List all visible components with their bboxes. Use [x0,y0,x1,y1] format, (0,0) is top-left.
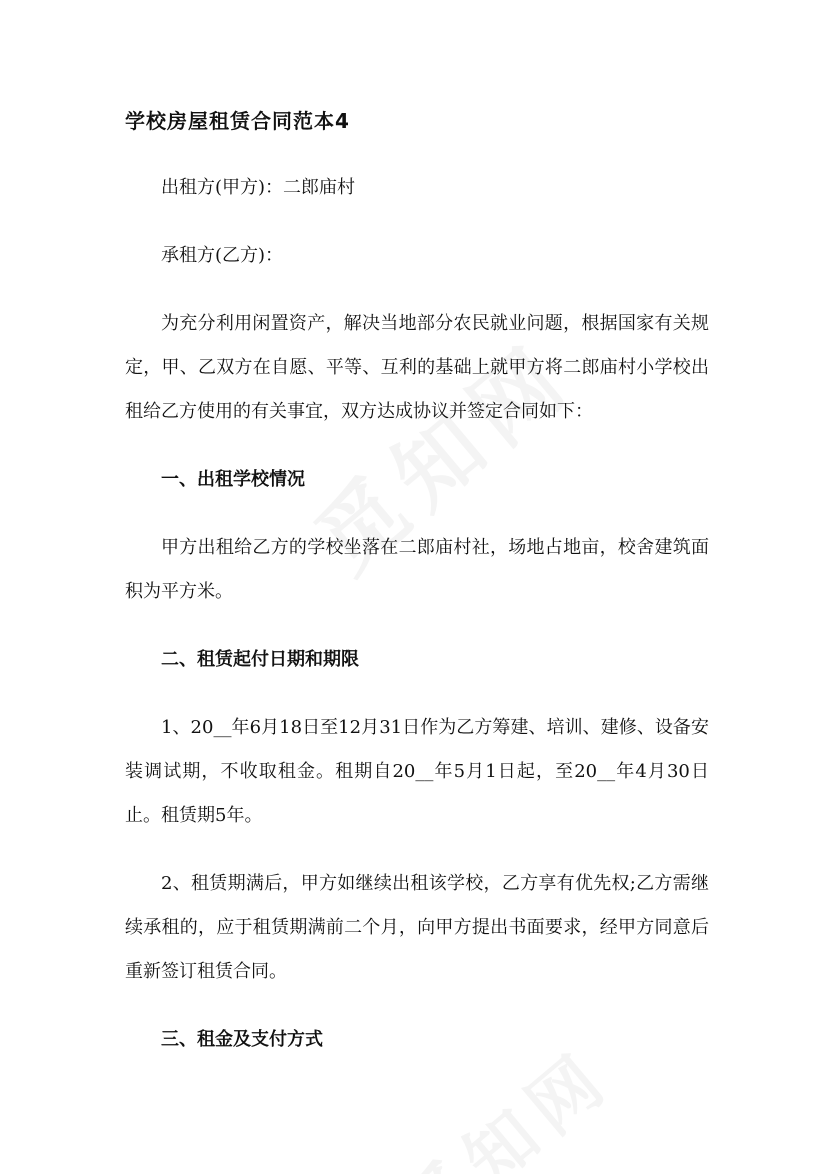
section-1-paragraph: 甲方出租给乙方的学校坐落在二郎庙村社，场地占地亩，校舍建筑面积为平方米。 [125,537,709,602]
section-3-heading: 三、租金及支付方式 [161,1029,323,1050]
lessee-line: 承租方(乙方)： [161,245,284,266]
section-1-heading: 一、出租学校情况 [161,469,305,490]
section-2-heading: 二、租赁起付日期和期限 [161,649,359,670]
lessor-line: 出租方(甲方)：二郎庙村 [161,177,356,198]
document-body [125,104,709,1086]
section-2-item-2: 2、租赁期满后，甲方如继续出租该学校，乙方享有优先权;乙方需继续承租的，应于租赁期满前二个月，向甲方提出书面要求，经甲方同意后重新签订租赁合同。 [125,873,709,982]
section-2-item-1: 1、20__年6月18日至12月31日作为乙方筹建、培训、建修、设备安装调试期，不收取租金。租期自20__年5月1日起，至20__年4月30日止。租赁期5年。 [125,717,709,826]
intro-paragraph: 为充分利用闲置资产，解决当地部分农民就业问题，根据国家有关规定，甲、乙双方在自愿、平等、互利的基础上就甲方将二郎庙村小学校出租给乙方使用的有关事宜，双方达成协议并签定合同如下： [125,313,709,422]
document-title: 学校房屋租赁合同范本4 [125,109,350,133]
